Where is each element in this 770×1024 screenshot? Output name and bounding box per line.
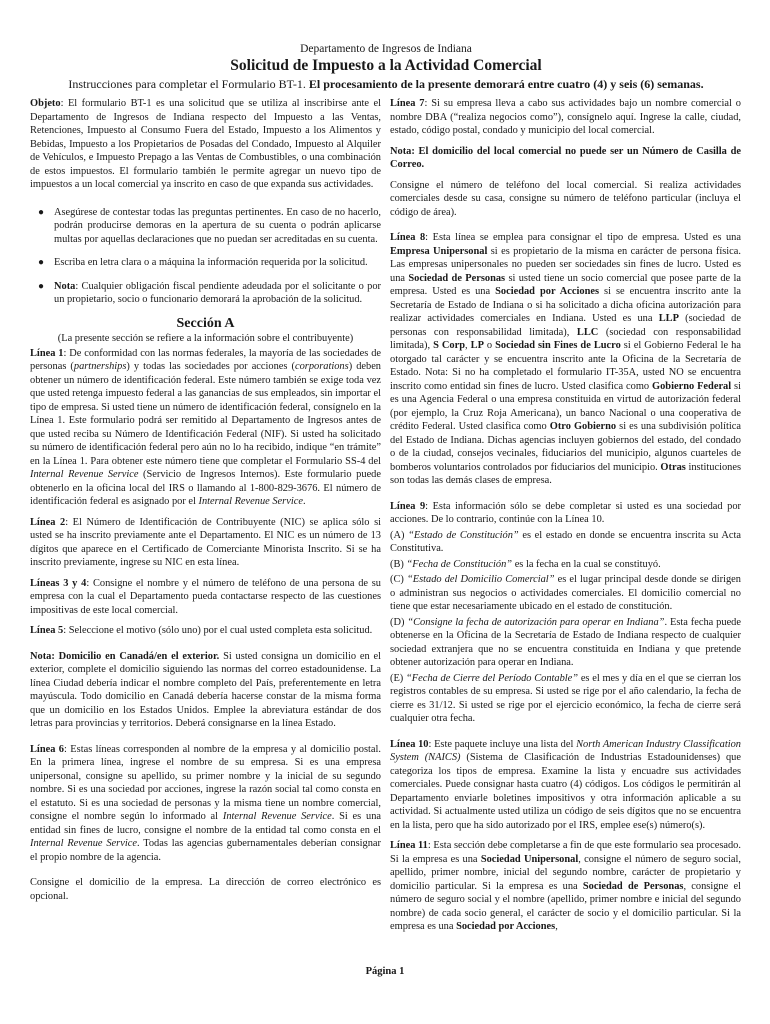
telefono-paragraph: Consigne el número de teléfono del local comercial. Si realiza actividades comerciales desde su casa, consigne su número de teléfono particular (incluya el código de área). — [390, 179, 741, 218]
right-column — [390, 97, 741, 941]
document-header — [30, 42, 742, 92]
document-subtitle: Instrucciones para completar el Formulario BT-1. El procesamiento de la presente demorará entre cuatro (4) y seis (6) semanas. — [68, 77, 704, 91]
linea-9-item-a: (A) “Estado de Constitución” es el estado en donde se encuentra inscrita su Acta Constitutiva. — [390, 529, 741, 554]
objeto-paragraph: Objeto: El formulario BT-1 es una solicitud que se utiliza al inscribirse ante el Departamento de Ingresos de Indiana respecto del Impuesto a las Ventas, Retenciones, Impuesto al Consumo Fuera del Estado, Impuesto a los Alimentos y Bebidas, Impuesto a los Propietarios de Posadas del Condado, Impuesto al Alquiler de Vehículos, e Impuesto Prepago a las Ventas de Combustibles, o una combinación de estos impuestos. El formulario también le permite agregar un nuevo tipo de impuestos a un local comercial ya inscrito en caso de que expanda sus actividades. — [30, 98, 381, 190]
department-name: Departamento de Ingresos de Indiana — [300, 43, 472, 55]
section-a-title: Sección A — [176, 315, 235, 331]
linea-9-item-d: (D) “Consigne la fecha de autorización para operar en Indiana”. Esta fecha puede obtenerse en la Oficina de la Secretaría de Estado de Indiana respecto de cualquier sociedad extranjera que no se encuentra constituida en Indiana y que pretende obtener autorización para operar en Indiana. — [390, 616, 741, 668]
document-title: Solicitud de Impuesto a la Actividad Comercial — [230, 57, 542, 74]
nota-casilla-paragraph: Nota: El domicilio del local comercial no puede ser un Número de Casilla de Correo. — [390, 145, 741, 170]
instruction-bullets — [38, 206, 381, 307]
linea-8-paragraph: Línea 8: Esta línea se emplea para consignar el tipo de empresa. Usted es una Empresa Unipersonal si es propietario de la misma en carácter de persona física. Las empresas unipersonales no pueden ser sociedades sin fines de lucro. Usted es una Sociedad de Personas si usted tiene un socio comercial que posee parte de la empresa. Usted es una Sociedad por Acciones si se encuentra inscrito ante la Secretaría de Estado de Indiana o si ha solicitado a dicha oficina autorización para realizar actividades comerciales en Indiana. Usted es una LLP (sociedad de personas con responsabilidad limitada), LLC (sociedad con responsabilidad limitada), S Corp, LP o Sociedad sin Fines de Lucro si el Gobierno Federal le ha otorgado tal carácter y se encuentra inscrito ante la Oficina de la Secretaría de Estado. Nota: Si no ha completado el formulario IT-35A, usted NO se encuentra inscrito como entidad sin fines de lucro. Usted clasifica como Gobierno Federal si es una Agencia Federal o una empresa constituida en virtud de autorización federal (por ejemplo, la Cruz Roja Americana), un banco Nacional o una cooperativa de crédito Federal. Usted clasifica como Otro Gobierno si es una subdivisión política del Estado de Indiana. Dichas agencias incluyen gobiernos del estado, del condado o de la ciudad, consejos vecinales, fiduciarios del municipio, algunos cuarteles de bomberos voluntarios controlados por fiduciarios del municipio. Otras instituciones son todas las demás clases de empresa. — [390, 232, 742, 486]
linea-10-paragraph: Línea 10: Este paquete incluye una lista del North American Industry Classification System (NAICS) (Sistema de Clasificación de Industrias Estadounidenses) que categoriza los tipos de empresa. Examine la lista y encuadre sus actividades comerciales. Puede consignar hasta cuatro (4) códigos. Los códigos le permitirán al Departamento enviarle boletines impositivos y otra información aplicable a su actividad. Si actualmente usted utiliza un código de seis dígitos que no se encuentra en la lista, pero que ha sido autorizado por el IRS, emplee ese(s) número(s). — [390, 738, 741, 831]
processing-time-note: El procesamiento de la presente demorará entre cuatro (4) y seis (6) semanas. — [308, 77, 704, 91]
nota-domicilio-exterior-paragraph: Nota: Domicilio en Canadá/en el exterior. Si usted consigna un domicilio en el exterior, complete el domicilio siguiendo las normas del correo estadounidense. La línea Ciudad debería indicar el nombre completo del País, preferentemente en letra mayúscula. Todo domicilio en Canadá debería hacerse constar de la misma forma que un domicilio en los Estados Unidos. Emplee la abreviatura estándar de dos letras para provincias y territorios. Deberá consignarse en la línea Estado. — [30, 650, 382, 729]
bullet-item: ● Nota: Cualquier obligación fiscal pendiente adeudada por el solicitante o por un propietario, socio o funcionario demorará la aprobación de la solicitud. — [38, 280, 381, 307]
bullet-item: ● Escriba en letra clara o a máquina la información requerida por la solicitud. — [38, 256, 381, 270]
left-column — [30, 97, 381, 941]
linea-2-paragraph: Línea 2: El Número de Identificación de Contribuyente (NIC) se aplica sólo si usted se ha inscrito previamente ante el Departamento. El NIC es un número de 13 dígitos que aparece en el Certificado de Comerciante Minorista Inscrito. Si se ha inscrito previamente, ingrese su NIC en esta línea. — [30, 516, 382, 568]
linea-9-paragraph: Línea 9: Esta información sólo se debe completar si usted es una sociedad por acciones. De lo contrario, continúe con la Línea 10. — [390, 500, 741, 525]
linea-9-item-b: (B) “Fecha de Constitución” es la fecha en la cual se constituyó. — [390, 558, 661, 570]
linea-6-paragraph: Línea 6: Estas líneas corresponden al nombre de la empresa y al domicilio postal. En la primera línea, ingrese el nombre de su empresa. Si es una empresa unipersonal, consigne su apellido, su primer nombre y la inicial de su segundo nombre. Si es una sociedad por acciones, ingrese la razón social tal como consta en el estatuto. Si es una sociedad de personas y la misma tiene un nombre comercial, consigne el nombre según lo informado al Internal Revenue Service. Si es una entidad sin fines de lucro, consigne el nombre de la entidad tal como consta en el Internal Revenue Service. Todas las agencias gubernamentales deberían consignar el propio nombre de la agencia. — [30, 743, 381, 863]
two-column-body — [30, 97, 742, 941]
linea-1-paragraph: Línea 1: De conformidad con las normas federales, la mayoría de las sociedades de personas (partnerships) y todas las sociedades por acciones (corporations) deben obtener un número de identificación federal. Este número también se exige toda vez que usted retenga impuesto federal a las ganancias de sus empleados, sin importar el tipo de empresa. Si usted tiene un número de identificación federal, consígnelo en la Línea 1. Este formulario podrá ser remitido al Departamento de Ingresos antes de que usted reciba su Número de Identificación Federal (NIF). Si usted ha solicitado su número de identificación federal pero aún no lo ha recibido, indique “en trámite” en la Línea 1. Para obtener este número tiene que completar el Formulario SS-4 del Internal Revenue Service (Servicio de Ingresos Internos). Este formulario puede obtenerlo en la oficina local del IRS o llamando al 1-800-829-3676. El número de identificación federal es asignado por el Internal Revenue Service. — [30, 347, 382, 507]
page-number: Página 1 — [365, 966, 405, 977]
section-a-subtitle: (La presente sección se refiere a la información sobre el contribuyente) — [57, 333, 354, 344]
linea-9-item-c: (C) “Estado del Domicilio Comercial” es el lugar principal desde donde se dirigen o administran sus negocios o actividades comerciales. El domicilio comercial no tiene que estar necesariamente ubicado en el estado de constitución. — [390, 574, 741, 612]
bullet-item: ● Asegúrese de contestar todas las preguntas pertinentes. En caso de no hacerlo, podrán producirse demoras en la apertura de su cuenta o podrán aplicarse multas por aquellas declaraciones que no puedan ser acreditadas en su cuenta. — [38, 206, 381, 247]
linea-7-paragraph: Línea 7: Si su empresa lleva a cabo sus actividades bajo un nombre comercial o nombre DBA (“realiza negocios como”), consígnelo aquí. Ingrese la calle, ciudad, estado, código postal, condado y municipio del local comercial. — [390, 98, 741, 136]
linea-5-paragraph: Línea 5: Seleccione el motivo (sólo uno) por el cual usted completa esta solicitud. — [30, 625, 373, 636]
linea-9-item-e: (E) “Fecha de Cierre del Período Contable” es el mes y día en el que se cierran los registros contables de su empresa. Si usted se rige por el año calendario, la fecha de cierre es 31/12. Si usted se rige por el ejercicio económico, la fecha de cierre será cualquier otra fecha. — [390, 672, 741, 724]
linea-11-paragraph: Línea 11: Esta sección debe completarse a fin de que este formulario sea procesado. Si la empresa es una Sociedad Unipersonal, consigne el número de seguro social, apellido, primer nombre, inicial del segundo nombre, carácter de propietario y domicilio particular. Si la empresa es una Sociedad de Personas, consigne el número de seguro social y el nombre (apellido, primer nombre e inicial del segundo nombre) de cada socio general, el carácter de socio y el domicilio particular. Si la empresa es una Sociedad por Acciones, — [390, 840, 741, 932]
domicilio-paragraph: Consigne el domicilio de la empresa. La dirección de correo electrónico es opcional. — [30, 877, 381, 902]
lineas-3-4-paragraph: Líneas 3 y 4: Consigne el nombre y el número de teléfono de una persona de su empresa con la cual el Departamento pueda contactarse respecto de las cuestiones impositivas de este local comercial. — [30, 577, 381, 616]
